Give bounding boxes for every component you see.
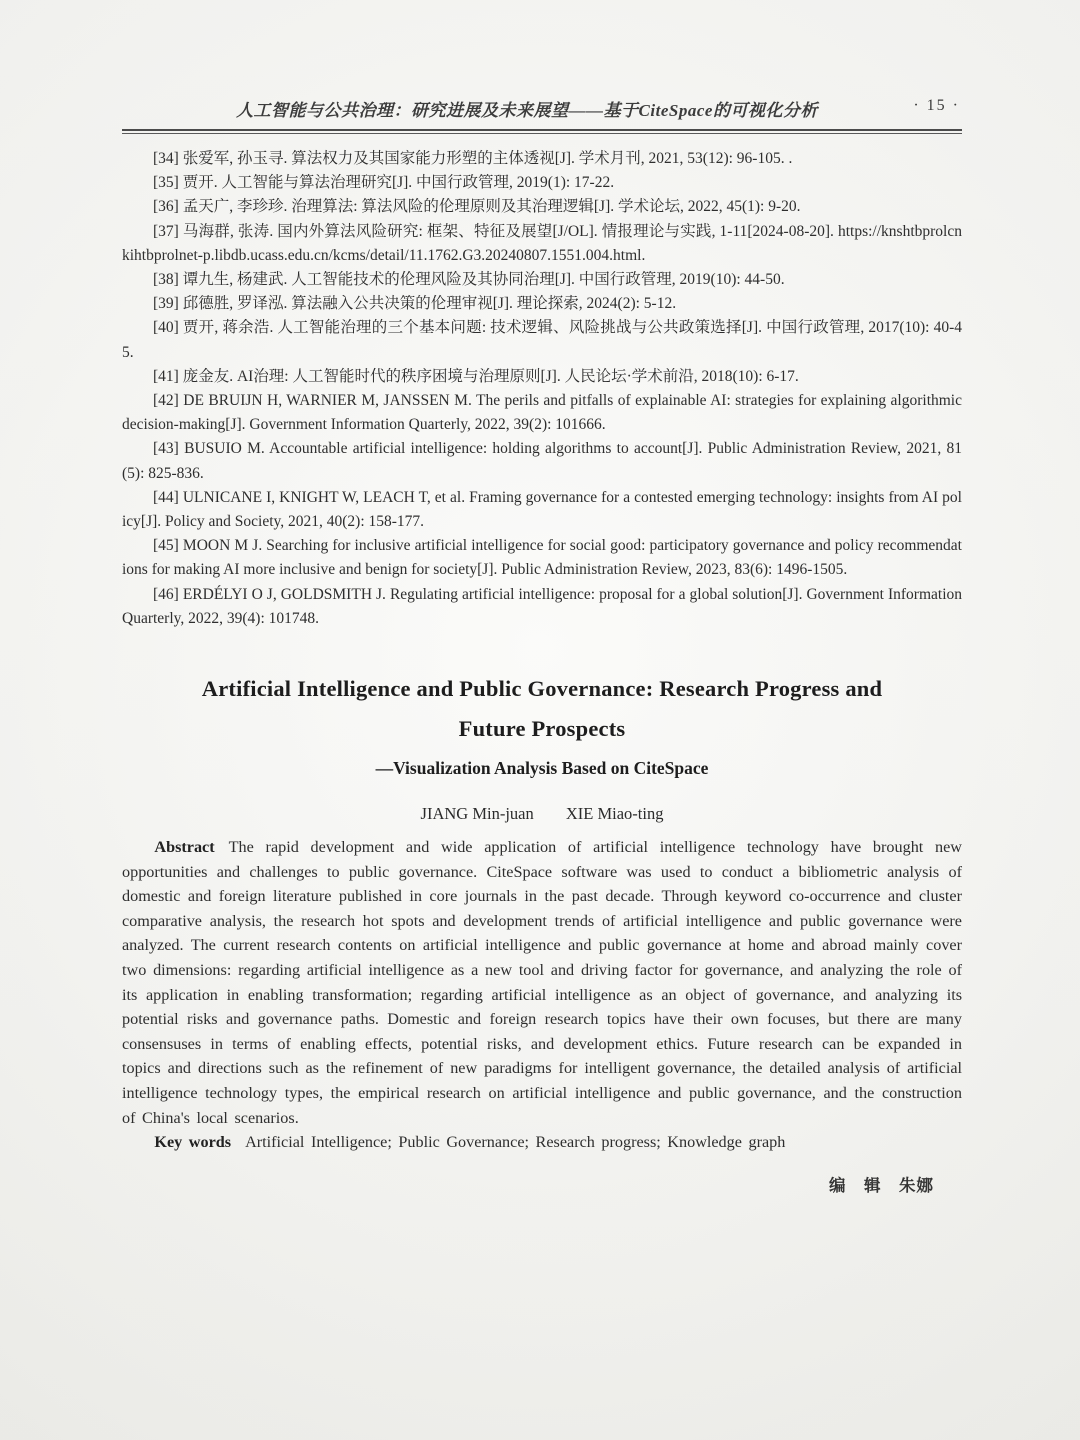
- keywords-label: Key words: [154, 1133, 232, 1152]
- article-title: [122, 669, 962, 749]
- abstract-block: [122, 835, 962, 1155]
- page-number: · 15 ·: [913, 97, 960, 114]
- reference-item: [40] 贾开, 蒋余浩. 人工智能治理的三个基本问题: 技术逻辑、风险挑战与公共政策选择[J]. 中国行政管理, 2017(10): 40-45.: [122, 319, 962, 361]
- header-rule: [122, 129, 962, 134]
- author-name: XIE Miao-ting: [565, 804, 664, 824]
- article-subtitle: —Visualization Analysis Based on CiteSpace: [375, 758, 709, 779]
- reference-item: [46] ERDÉLYI O J, GOLDSMITH J. Regulating artificial intelligence: proposal for a global solution[J]. Government Information Quarterly, 2022, 39(4): 101748.: [122, 585, 962, 627]
- reference-item: [43] BUSUIO M. Accountable artificial intelligence: holding algorithms to account[J]. Public Administration Review, 2021, 81(5): 825-836.: [122, 440, 962, 482]
- references-list: [122, 147, 962, 631]
- reference-item: [37] 马海群, 张涛. 国内外算法风险研究: 框架、特征及展望[J/OL]. 情报理论与实践, 1-11[2024-08-20]. https://knshtbprolcnkihtbprolnet-p.libdb.ucass.edu.cn/kcms/detail/11.1762.G3.20240807.1551.004.html.: [122, 222, 962, 264]
- running-head: [122, 96, 962, 129]
- keywords-line: [122, 1130, 962, 1155]
- abstract-label: Abstract: [154, 838, 215, 857]
- article-title-line1: Artificial Intelligence and Public Governance: Research Progress and: [201, 676, 883, 702]
- abstract-paragraph: [122, 835, 962, 1130]
- keywords-text: Artificial Intelligence; Public Governance; Research progress; Knowledge graph: [245, 1133, 786, 1152]
- reference-item: [42] DE BRUIJN H, WARNIER M, JANSSEN M. The perils and pitfalls of explainable AI: strategies for explaining algorithmic decision-making[J]. Government Information Quarterly, 2022, 39(2): 101666.: [122, 392, 962, 434]
- authors-line: [122, 804, 962, 824]
- reference-item: [38] 谭九生, 杨建武. 人工智能技术的伦理风险及其协同治理[J]. 中国行政管理, 2019(10): 44-50.: [153, 271, 785, 289]
- reference-item: [35] 贾开. 人工智能与算法治理研究[J]. 中国行政管理, 2019(1): 17-22.: [153, 174, 615, 192]
- reference-item: [41] 庞金友. AI治理: 人工智能时代的秩序困境与治理原则[J]. 人民论坛·学术前沿, 2018(10): 6-17.: [153, 367, 799, 385]
- running-head-title: 人工智能与公共治理：研究进展及未来展望——基于CiteSpace的可视化分析: [236, 101, 818, 120]
- abstract-text: The rapid development and wide application of artificial intelligence technology have brought new opportunities and challenges to public governance. CiteSpace software was used to conduct a bibliometric analysis of domestic and foreign literature published in core journals in the past decade. Through keyword co-occurrence and cluster comparative analysis, the research hot spots and development trends of artificial intelligence and public governance were analyzed. The current research contents on artificial intelligence and public governance at home and abroad mainly cover two dimensions: regarding artificial intelligence as a new tool and driving factor for governance, and analyzing the role of its application in enabling transformation; regarding artificial intelligence as an object of governance, and analyzing its potential risks and governance paths. Domestic and foreign research topics have their own focuses, but there are many consensuses in terms of enabling effects, potential risks, and development ethics. Future research can be expanded in topics and directions such as the refinement of new paradigms for intelligent governance, the detailed analysis of artificial intelligence technology types, the empirical research on artificial intelligence and public governance, and the construction of China's local scenarios.: [122, 838, 962, 1127]
- reference-item: [44] ULNICANE I, KNIGHT W, LEACH T, et al. Framing governance for a contested emerging technology: insights from AI policy[J]. Policy and Society, 2021, 40(2): 158-177.: [122, 488, 962, 531]
- reference-item: [36] 孟天广, 李珍珍. 治理算法: 算法风险的伦理原则及其治理逻辑[J]. 学术论坛, 2022, 45(1): 9-20.: [153, 198, 801, 216]
- article-title-line2: Future Prospects: [458, 716, 626, 742]
- author-name: JIANG Min-juan: [420, 804, 534, 824]
- document-page: [122, 96, 962, 1196]
- reference-item: [45] MOON M J. Searching for inclusive artificial intelligence for social good: participatory governance and policy recommendations for making AI more inclusive and benign for society[J]. Public Administration Review, 2023, 83(6): 1496-1505.: [122, 537, 962, 579]
- reference-item: [39] 邱德胜, 罗译泓. 算法融入公共决策的伦理审视[J]. 理论探索, 2024(2): 5-12.: [153, 295, 677, 313]
- reference-item: [34] 张爱军, 孙玉寻. 算法权力及其国家能力形塑的主体透视[J]. 学术月刊, 2021, 53(12): 96-105. .: [153, 150, 793, 167]
- editor-credit: 编 辑 朱娜: [829, 1175, 934, 1195]
